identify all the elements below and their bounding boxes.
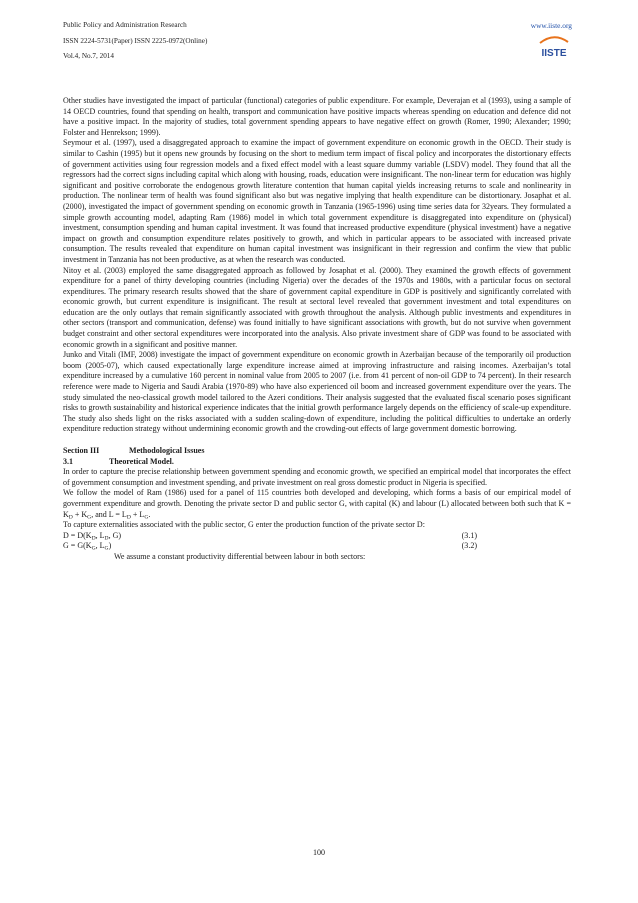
paragraph-nitoy: Nitoy et al. (2003) employed the same disaggregated approach as followed by Josaphat et al. (2000). They examined the growth effects of government expenditure for a panel of thirty developing countries (including Nigeria) over the decades of the 1970s and 1980s, with a particular focus on sectoral expenditures. The primary research results showed that the share of government capital expenditure in GDP is positively and significantly correlated with economic growth, but current expenditure is insignificant. The result at sectoral level revealed that government investment and total expenditures on education are the only outlays that remain significantly associated with growth throughout the analysis. Although public investments and expenditures in other sectors (transport and communication, defense) was found initially to have significant associations with growth, but do not survive when government budget constraint and other sectoral expenditures were incorporated into the analysis. Also private investment share of GDP was found to be associated with economic growth in a significant and positive manner.: [63, 265, 571, 349]
article-body: [63, 96, 571, 563]
issn-line: ISSN 2224-5731(Paper) ISSN 2225-0972(Online): [63, 37, 208, 45]
paragraph-seymour: Seymour et al. (1997), used a disaggregated approach to examine the impact of government expenditure on economic growth in the OECD. Their study is similar to Cashin (1995) but it opens new grounds by focusing on the short to medium term impact of fiscal policy and incorporates the distortionary effects of government activities using four regression models and a fixed effect model with a least square dummy variable (LSDV) model. They found that all the regressors had the correct signs including capital which along with housing, roads, education were insignificant. The non-linear term for education was highly significant and positive corroborate the endogenous growth literature contention that human capital yields increasing returns to scale and nonlinearity in production. The nonlinear term of health was found significant also but was negative implying that health expenditure can be distortionary. Josaphat et al. (2000), investigated the impact of government spending on economic growth in Tanzania (1965-1996) using time series data for 32years. They formulated a simple growth accounting model, adapting Ram (1986) model in which total government expenditure is disaggregated into expenditure on (physical) investment, consumption spending and human capital investment. It was found that increased productive expenditure (physical investment) have a negative impact on growth and consumption expenditure relates positively to growth, and which in particular appears to be associated with increased private consumption. The results revealed that expenditure on human capital investment was insignificant in their regression and confirm the view that public investment in Tanzania has not been productive, as at when the research was conducted.: [63, 138, 571, 264]
paragraph-externalities: To capture externalities associated with the public sector, G enter the production function of the private sector D:: [63, 520, 425, 530]
equation-3-1: $D = D(K_D$, $L_D$, G) (3.1): [63, 530, 477, 542]
paragraph-productivity: We assume a constant productivity differential between labour in both sectors:: [114, 551, 366, 561]
paragraph-functional-categories: Other studies have investigated the impact of particular (functional) categories of public expenditure. For example, Deverajan et al (1993), using a sample of 14 OECD countries, found that spending on health, transport and communication have positive impacts whereas spending on education and defence did not have a positive impact. In the majority of studies, total government spending appears to have negative effect on growth (Romer, 1990; Alexander; 1990; Folster and Henrekson; 1999).: [63, 96, 571, 137]
paragraph-model-spec: In order to capture the precise relationship between government spending and economic growth, we specified an empirical model that incorporates the effect of government consumption and investment spending, and private investment on real gross domestic product in Nigeria is specified.: [63, 467, 571, 487]
paragraph-ram-model: We follow the model of Ram (1986) used for a panel of 115 countries both developed and developing, which forms a basis of our empirical model of government expenditure and growth. Denoting the private sector D and public sector G, with capital (K) and labour (L) allocated between both such that $K = K_D + K_G$, and $L = L_D + L_G$.: [63, 488, 571, 521]
equation-number: (3.2): [461, 541, 477, 551]
volume-line: Vol.4, No.7, 2014: [63, 52, 114, 60]
equation-number: (3.1): [461, 530, 477, 540]
paragraph-junko-vitali: Junko and Vitali (IMF, 2008) investigate the impact of government expenditure on economic growth in Azerbaijan because of the temporarily oil production boom (2005-07), which caused expectationally large expenditure increase aimed at improving infrastructure and raising incomes. Azerbaijan’s total expenditure increased by a cumulative 160 percent in nominal value from 2005 to 2007 (i.e. from 41 percent of non-oil GDP to 74 percent). In their research reference were made to Nigeria and Saudi Arabia (1970-89) who have also experienced oil boom and increased government expenditure over the years. The study simulated the neo-classical growth model tailored to the Azeri conditions. Their analysis suggested that the evaluated fiscal scenario poses significant risks to growth sustainability and historical experience indicates that the initial growth performance largely depends on the efficiency of scale-up expenditure. The study also sheds light on the risks associated with a sudden scaling-down of expenditure, including the political difficulties to undertake an orderly expenditure reduction strategy without undermining economic growth and the crowding-out effects of large government domestic borrowing.: [63, 350, 571, 434]
page-number: 100: [313, 848, 325, 857]
journal-url-link[interactable]: www.iiste.org: [530, 21, 572, 30]
equation-3-2: $G = G(K_G$, $L_G$) (3.2): [63, 541, 477, 552]
section-heading: Section III Methodological Issues: [63, 446, 205, 455]
iiste-logo: [536, 34, 572, 60]
subsection-heading: 3.1 Theoretical Model.: [63, 456, 174, 466]
journal-title: Public Policy and Administration Research: [63, 21, 187, 29]
svg-text:IISTE: IISTE: [541, 48, 567, 59]
